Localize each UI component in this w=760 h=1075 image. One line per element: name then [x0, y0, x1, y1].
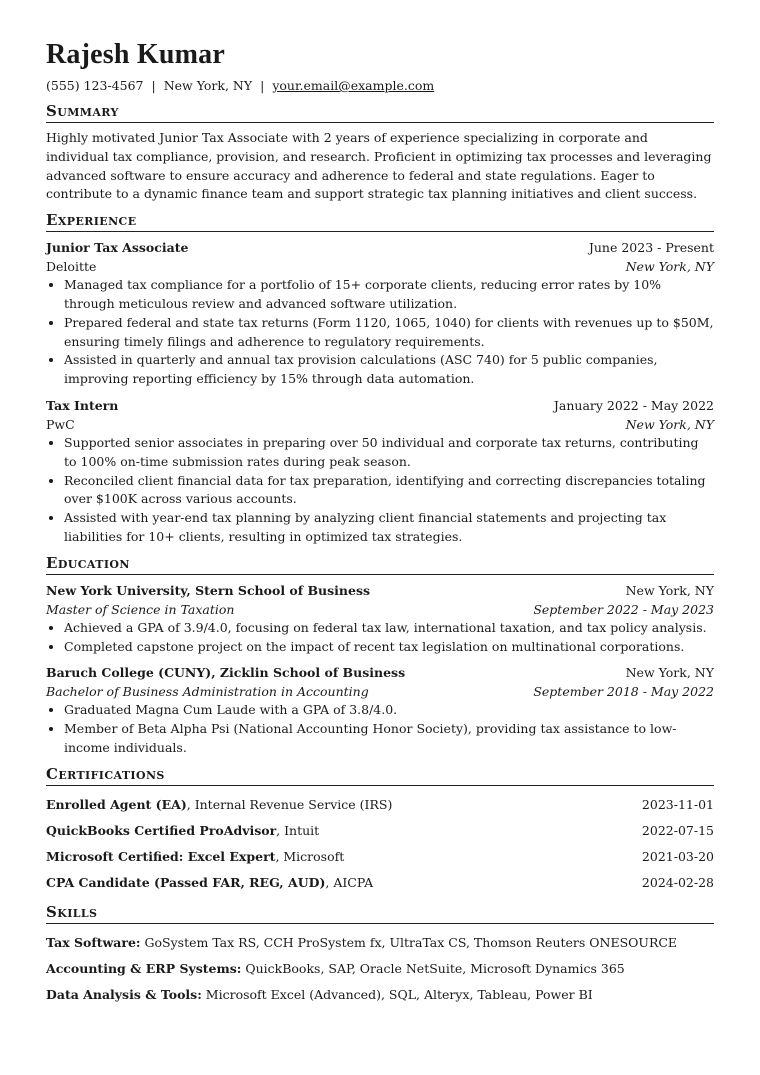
- cert-issuer: , Internal Revenue Service (IRS): [186, 796, 393, 812]
- section-title-experience: Experience: [46, 211, 714, 232]
- certifications-section: [46, 765, 714, 896]
- experience-section: [46, 211, 714, 547]
- experience-entry: [46, 238, 714, 389]
- bullet-list: [46, 701, 714, 757]
- school-location: New York, NY: [625, 582, 714, 598]
- candidate-name: Rajesh Kumar: [46, 39, 225, 70]
- job-dates: June 2023 - Present: [588, 240, 714, 256]
- company-name: Deloitte: [46, 259, 97, 275]
- skill-label: Tax Software:: [46, 934, 141, 950]
- certification-row: [46, 818, 714, 844]
- cert-name: CPA Candidate (Passed FAR, REG, AUD): [46, 874, 326, 890]
- job-location: New York, NY: [625, 259, 714, 275]
- job-title: Junior Tax Associate: [46, 240, 189, 256]
- certification-row: [46, 844, 714, 870]
- phone: (555) 123-4567: [46, 78, 144, 93]
- cert-name: QuickBooks Certified ProAdvisor: [46, 822, 277, 838]
- contact-line: [46, 77, 714, 95]
- bullet-item: • Member of Beta Alpha Psi (National Accounting Honor Society), providing tax assistance to low-income individuals.: [64, 720, 714, 758]
- cert-issuer: , Intuit: [276, 822, 320, 838]
- section-title-summary: Summary: [46, 102, 714, 123]
- company-name: PwC: [46, 416, 75, 432]
- cert-date: 2022-07-15: [641, 822, 714, 838]
- skill-label: Accounting & ERP Systems:: [46, 960, 242, 976]
- location: New York, NY: [163, 78, 253, 93]
- bullet-item: • Prepared federal and state tax returns (Form 1120, 1065, 1040) for clients with revenues up to $50M, ensuring timely filings and adherence to regulatory requirements.: [64, 314, 714, 352]
- cert-date: 2023-11-01: [641, 796, 714, 812]
- experience-entry: [46, 396, 714, 547]
- section-title-education: Education: [46, 554, 714, 575]
- cert-date: 2024-02-28: [641, 874, 714, 890]
- edu-dates: September 2018 - May 2022: [533, 684, 714, 700]
- bullet-item: • Achieved a GPA of 3.9/4.0, focusing on federal tax law, international taxation, and tax policy analysis.: [64, 619, 714, 638]
- skill-row: [46, 982, 714, 1008]
- job-title: Tax Intern: [46, 397, 119, 413]
- skill-row: [46, 956, 714, 982]
- education-entry: [46, 581, 714, 657]
- bullet-item: • Graduated Magna Cum Laude with a GPA of 3.8/4.0.: [64, 701, 714, 720]
- bullet-item: • Completed capstone project on the impact of recent tax legislation on multinational corporations.: [64, 638, 714, 657]
- edu-dates: September 2022 - May 2023: [533, 601, 714, 617]
- cert-name: Enrolled Agent (EA): [46, 796, 187, 812]
- skill-value: GoSystem Tax RS, CCH ProSystem fx, UltraTax CS, Thomson Reuters ONESOURCE: [140, 934, 678, 950]
- skill-row: [46, 930, 714, 956]
- skill-value: QuickBooks, SAP, Oracle NetSuite, Microsoft Dynamics 365: [241, 960, 625, 976]
- job-location: New York, NY: [625, 416, 714, 432]
- skills-section: [46, 903, 714, 1008]
- bullet-item: • Supported senior associates in preparing over 50 individual and corporate tax returns, contributing to 100% on-time submission rates during peak season.: [64, 434, 714, 472]
- certification-row: [46, 870, 714, 896]
- job-dates: January 2022 - May 2022: [553, 397, 714, 413]
- cert-issuer: , AICPA: [325, 874, 374, 890]
- bullet-item: • Managed tax compliance for a portfolio of 15+ corporate clients, reducing error rates by 10% through meticulous review and advanced software utilization.: [64, 276, 714, 314]
- degree: Bachelor of Business Administration in Accounting: [46, 684, 369, 700]
- separator: |: [260, 78, 265, 93]
- cert-issuer: , Microsoft: [275, 848, 345, 864]
- bullet-item: • Reconciled client financial data for tax preparation, identifying and correcting discrepancies totaling over $100K across various accounts.: [64, 472, 714, 510]
- cert-date: 2021-03-20: [641, 848, 714, 864]
- bullet-list: [46, 434, 714, 547]
- skill-label: Data Analysis & Tools:: [46, 986, 202, 1002]
- section-title-certifications: Certifications: [46, 765, 714, 786]
- bullet-list: [46, 276, 714, 389]
- degree: Master of Science in Taxation: [46, 601, 235, 617]
- certification-row: [46, 792, 714, 818]
- summary-text: Highly motivated Junior Tax Associate with 2 years of experience specializing in corporate and individual tax compliance, provision, and research. Proficient in optimizing tax processes and leveraging advanced software to ensure accuracy and adherence to federal and state regulations. Eager to contribute to a dynamic finance team and support strategic tax planning initiatives and client success.: [46, 130, 712, 202]
- email-link[interactable]: your.email@example.com: [272, 78, 435, 93]
- education-section: [46, 554, 714, 758]
- education-entry: [46, 663, 714, 757]
- school-name: Baruch College (CUNY), Zicklin School of Business: [46, 665, 406, 681]
- school-location: New York, NY: [625, 665, 714, 681]
- school-name: New York University, Stern School of Business: [46, 582, 371, 598]
- bullet-item: • Assisted in quarterly and annual tax provision calculations (ASC 740) for 5 public companies, improving reporting efficiency by 15% through data automation.: [64, 351, 714, 389]
- bullet-item: • Assisted with year-end tax planning by analyzing client financial statements and projecting tax liabilities for 10+ clients, resulting in optimized tax strategies.: [64, 509, 714, 547]
- resume-page: [46, 38, 714, 1008]
- bullet-list: [46, 619, 714, 657]
- cert-name: Microsoft Certified: Excel Expert: [46, 848, 276, 864]
- skill-value: Microsoft Excel (Advanced), SQL, Alteryx, Tableau, Power BI: [201, 986, 593, 1002]
- separator: |: [151, 78, 156, 93]
- summary-section: [46, 102, 714, 204]
- section-title-skills: Skills: [46, 903, 714, 924]
